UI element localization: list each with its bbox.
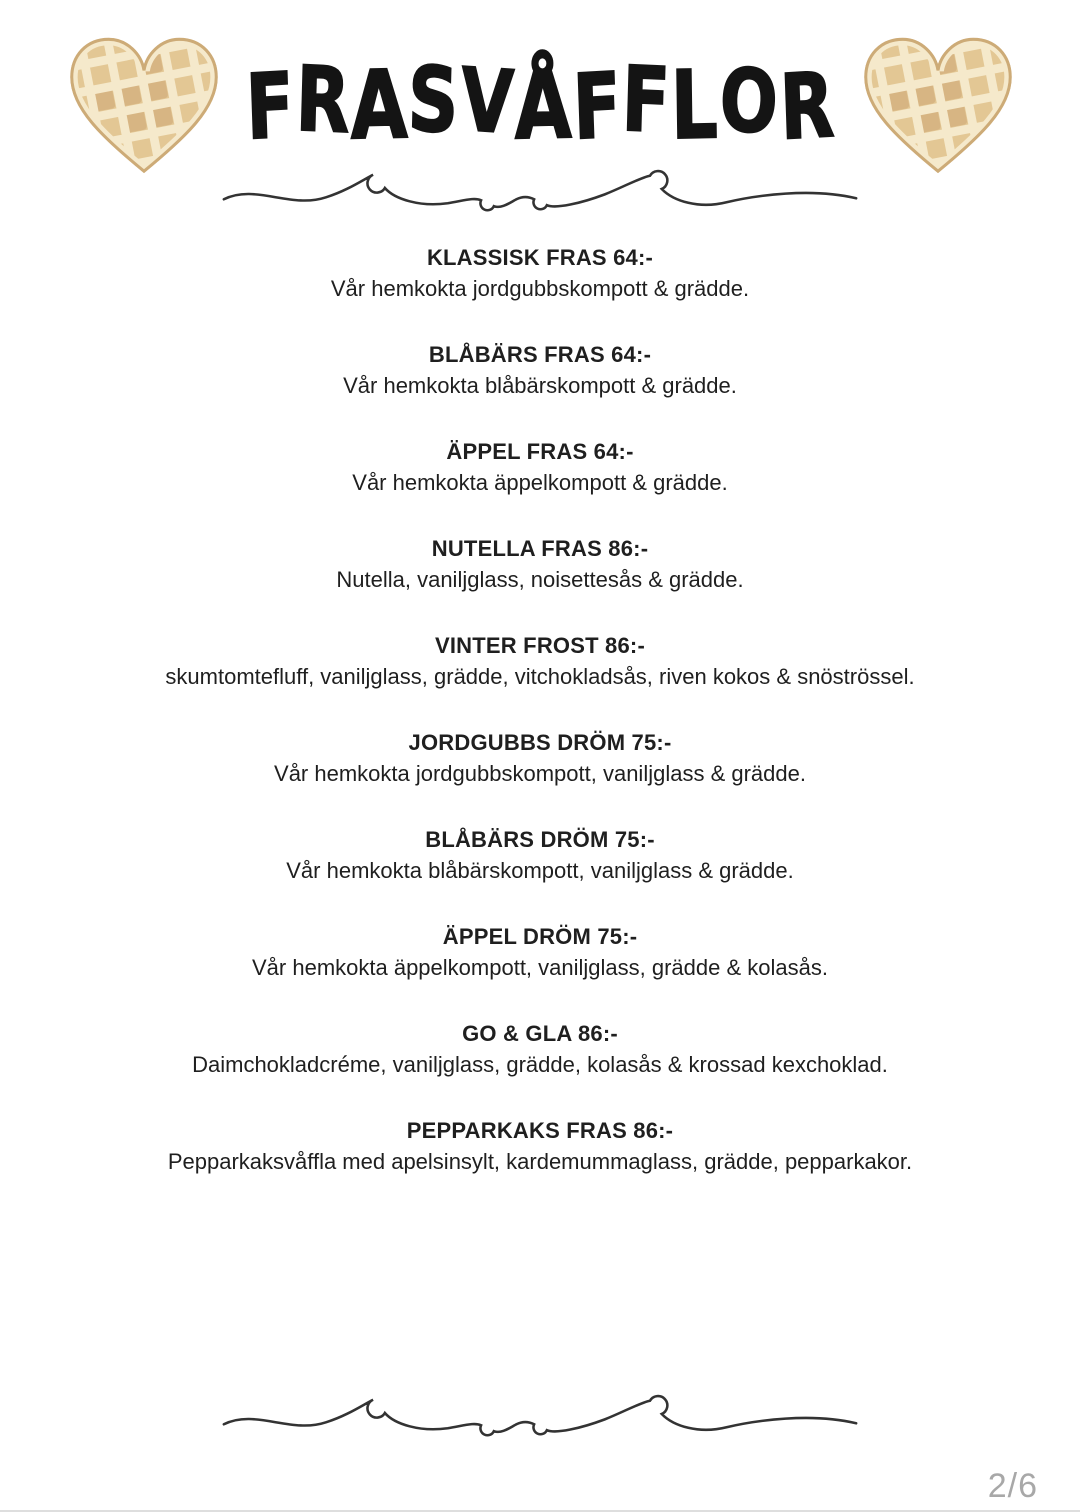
menu-item-name: PEPPARKAKS FRAS 86:-	[406, 1118, 674, 1143]
menu-item	[0, 534, 1080, 595]
page-title-text: FRASVÅFFLOR	[244, 46, 838, 162]
page-header	[0, 0, 1080, 188]
menu-item-description: Vår hemkokta blåbärskompott, vaniljglass & grädde.	[286, 858, 794, 883]
menu-item-description: skumtomtefluff, vaniljglass, grädde, vitchokladsås, riven kokos & snöströssel.	[165, 664, 915, 689]
menu-item-description: Vår hemkokta jordgubbskompott, vaniljglass & grädde.	[274, 761, 806, 786]
menu-item-description: Vår hemkokta blåbärskompott & grädde.	[343, 373, 737, 398]
menu-item-description: Vår hemkokta äppelkompott & grädde.	[352, 470, 728, 495]
menu-item	[0, 437, 1080, 498]
menu-item	[0, 728, 1080, 789]
menu-item-name: ÄPPEL FRAS 64:-	[446, 439, 634, 464]
menu-item-name: JORDGUBBS DRÖM 75:-	[408, 730, 672, 755]
squiggle-divider-icon	[216, 158, 864, 217]
menu-item-name: KLASSISK FRAS 64:-	[426, 245, 654, 270]
menu-item-name: GO & GLA 86:-	[462, 1021, 618, 1046]
menu-item	[0, 922, 1080, 983]
menu-item-name: BLÅBÄRS FRAS 64:-	[428, 342, 652, 367]
menu-item-description: Vår hemkokta jordgubbskompott & grädde.	[330, 276, 750, 301]
menu-list	[0, 243, 1080, 1177]
waffle-heart-icon	[58, 20, 230, 188]
menu-item-description: Nutella, vaniljglass, noisettesås & grädde.	[336, 567, 744, 592]
menu-item-name: BLÅBÄRS DRÖM 75:-	[425, 827, 655, 852]
menu-item-name: VINTER FROST 86:-	[435, 633, 645, 658]
menu-item	[0, 243, 1080, 304]
menu-item-name: NUTELLA FRAS 86:-	[431, 536, 649, 561]
menu-item	[0, 1116, 1080, 1177]
menu-item-name: ÄPPEL DRÖM 75:-	[442, 924, 638, 949]
menu-item	[0, 340, 1080, 401]
page-title	[230, 46, 852, 162]
menu-item	[0, 1019, 1080, 1080]
waffle-heart-icon	[852, 20, 1024, 188]
menu-item-description: Daimchokladcréme, vaniljglass, grädde, kolasås & krossad kexchoklad.	[192, 1052, 888, 1077]
menu-item	[0, 631, 1080, 692]
menu-item-description: Vår hemkokta äppelkompott, vaniljglass, grädde & kolasås.	[252, 955, 828, 980]
page-number: 2/6	[987, 1467, 1038, 1505]
menu-item-description: Pepparkaksvåffla med apelsinsylt, kardemummaglass, grädde, pepparkakor.	[167, 1149, 913, 1174]
squiggle-divider-icon	[216, 1383, 864, 1442]
menu-item	[0, 825, 1080, 886]
